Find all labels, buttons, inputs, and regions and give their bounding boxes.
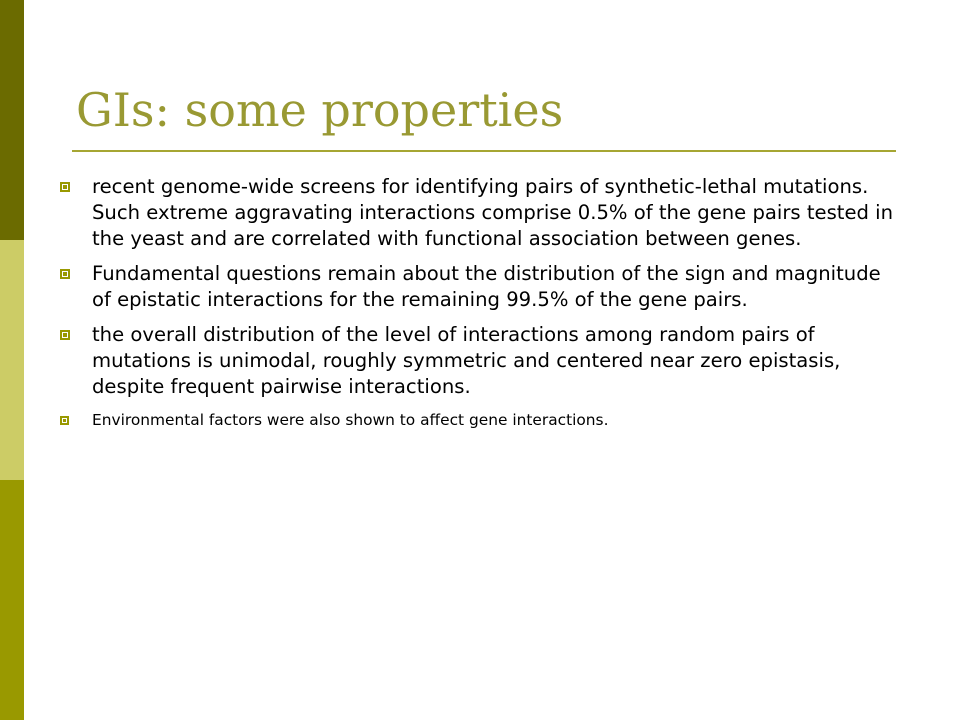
square-bullet-icon	[60, 330, 70, 340]
side-bar-middle	[0, 240, 24, 480]
bullet-text-3: the overall distribution of the level of interactions among random pairs of mutations is unimodal, roughly symmetric and centered near zero epistasis, despite frequent pairwise interactions.	[92, 323, 841, 398]
bullet-text-1: recent genome-wide screens for identifying pairs of synthetic-lethal mutations. Such extreme aggravating interactions comprise 0.5% of the gene pairs tested in the yeast and are correlated with functional association between genes.	[92, 175, 894, 250]
bullet-item-1	[60, 174, 900, 252]
slide-title: GIs: some properties	[76, 83, 564, 137]
bullet-list	[60, 174, 900, 442]
bullet-text-4: Environmental factors were also shown to affect gene interactions.	[92, 411, 609, 429]
bullet-item-2	[60, 261, 900, 313]
bullet-text-2: Fundamental questions remain about the distribution of the sign and magnitude of epistatic interactions for the remaining 99.5% of the gene pairs.	[92, 262, 881, 311]
bullet-item-4	[60, 407, 900, 433]
square-bullet-icon	[60, 269, 70, 279]
square-bullet-icon	[60, 182, 70, 192]
title-underline	[72, 150, 896, 152]
square-bullet-icon	[60, 416, 69, 425]
side-bar-top	[0, 0, 24, 240]
bullet-item-3	[60, 322, 900, 400]
side-bar-bottom	[0, 480, 24, 720]
